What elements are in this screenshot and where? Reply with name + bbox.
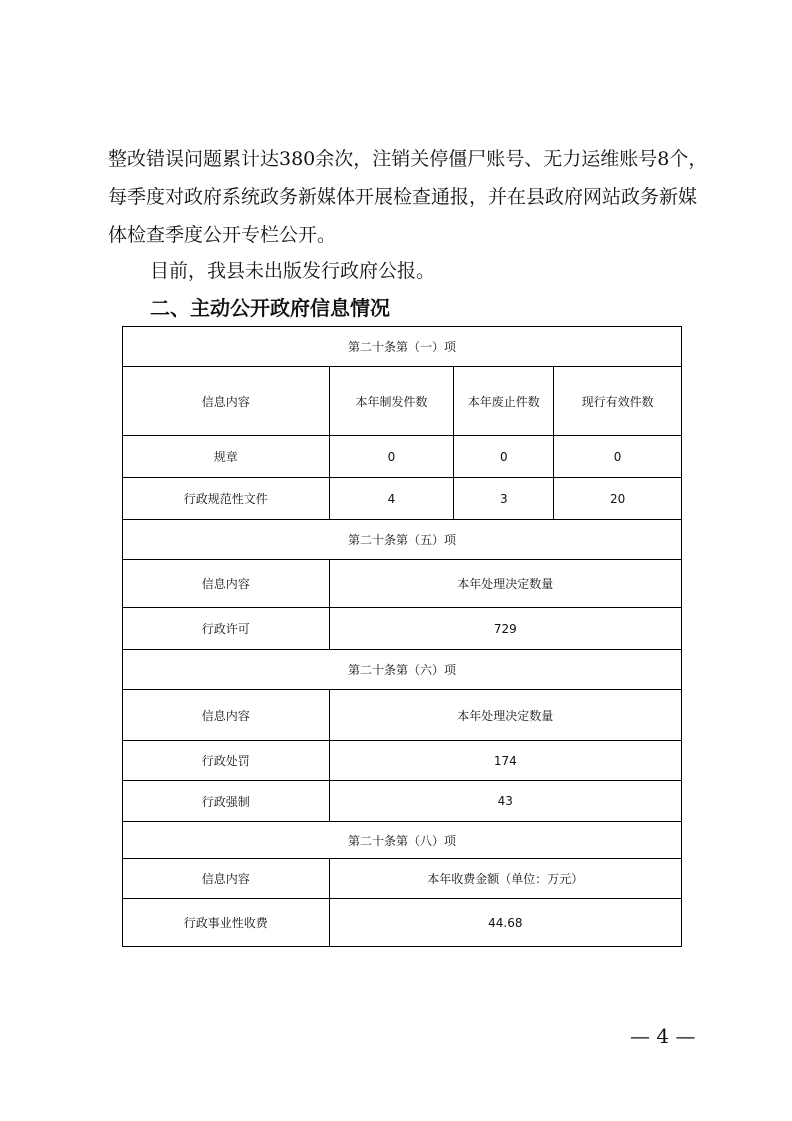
body-paragraph-2: 目前，我县未出版发行政府公报。 bbox=[150, 260, 436, 282]
cell-value: 0 bbox=[329, 436, 454, 478]
row-label: 行政事业性收费 bbox=[123, 899, 330, 947]
cell-value: 20 bbox=[554, 478, 682, 520]
header-info-content: 信息内容 bbox=[123, 859, 330, 899]
header-info-content: 信息内容 bbox=[123, 690, 330, 741]
section-title-3: 第二十条第（六）项 bbox=[123, 650, 682, 690]
header-abolished-count: 本年废止件数 bbox=[454, 367, 554, 436]
header-decision-count: 本年处理决定数量 bbox=[329, 690, 681, 741]
page-number: — 4 — bbox=[630, 1024, 696, 1048]
section-title-1: 第二十条第（一）项 bbox=[123, 327, 682, 367]
cell-value: 729 bbox=[329, 608, 681, 650]
header-issued-count: 本年制发件数 bbox=[329, 367, 454, 436]
table-row bbox=[123, 608, 682, 650]
header-valid-count: 现行有效件数 bbox=[554, 367, 682, 436]
body-paragraph-1: 整改错误问题累计达380余次，注销关停僵尸账号、无力运维账号8个，每季度对政府系统政务新媒体开展检查通报，并在县政府网站政务新媒体检查季度公开专栏公开。 bbox=[108, 148, 708, 246]
table-row bbox=[123, 781, 682, 822]
row-label: 行政规范性文件 bbox=[123, 478, 330, 520]
section-title-2: 第二十条第（五）项 bbox=[123, 520, 682, 560]
header-decision-count: 本年处理决定数量 bbox=[329, 560, 681, 608]
table-row bbox=[123, 478, 682, 520]
table-row bbox=[123, 899, 682, 947]
cell-value: 44.68 bbox=[329, 899, 681, 947]
section-title-4: 第二十条第（八）项 bbox=[123, 822, 682, 859]
section-heading: 二、主动公开政府信息情况 bbox=[150, 296, 390, 320]
row-label: 行政强制 bbox=[123, 781, 330, 822]
cell-value: 0 bbox=[554, 436, 682, 478]
disclosure-table bbox=[122, 326, 682, 947]
table-row bbox=[123, 436, 682, 478]
cell-value: 3 bbox=[454, 478, 554, 520]
header-info-content: 信息内容 bbox=[123, 367, 330, 436]
header-fee-amount: 本年收费金额（单位：万元） bbox=[329, 859, 681, 899]
cell-value: 174 bbox=[329, 741, 681, 781]
row-label: 规章 bbox=[123, 436, 330, 478]
row-label: 行政处罚 bbox=[123, 741, 330, 781]
cell-value: 4 bbox=[329, 478, 454, 520]
table-row bbox=[123, 741, 682, 781]
cell-value: 43 bbox=[329, 781, 681, 822]
header-info-content: 信息内容 bbox=[123, 560, 330, 608]
cell-value: 0 bbox=[454, 436, 554, 478]
row-label: 行政许可 bbox=[123, 608, 330, 650]
